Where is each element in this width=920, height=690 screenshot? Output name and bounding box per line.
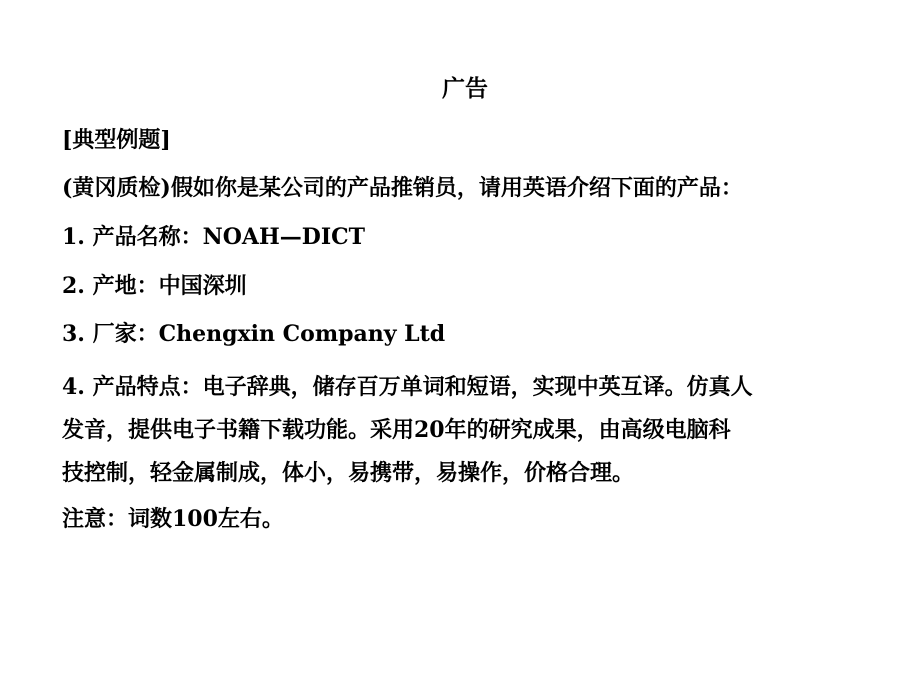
page-title: 广告 — [442, 75, 488, 102]
section-label: [典型例题] — [62, 127, 171, 153]
features-line-2: 发音，提供电子书籍下载功能。采用20年的研究成果，由高级电脑科 — [62, 417, 731, 443]
list-item-manufacturer: 3. 厂家：Chengxin Company Ltd — [62, 321, 446, 347]
features-line-1: 4. 产品特点：电子辞典，储存百万单词和短语，实现中英互译。仿真人 — [62, 374, 753, 400]
features-line-3: 技控制，轻金属制成，体小，易携带，易操作，价格合理。 — [62, 460, 635, 486]
intro-text: (黄冈质检)假如你是某公司的产品推销员，请用英语介绍下面的产品： — [62, 175, 743, 201]
list-item-product-name: 1. 产品名称：NOAH—DICT — [62, 224, 366, 250]
note-text: 注意：词数100左右。 — [62, 506, 284, 532]
list-item-features — [62, 366, 874, 495]
list-item-origin: 2. 产地：中国深圳 — [62, 273, 247, 299]
